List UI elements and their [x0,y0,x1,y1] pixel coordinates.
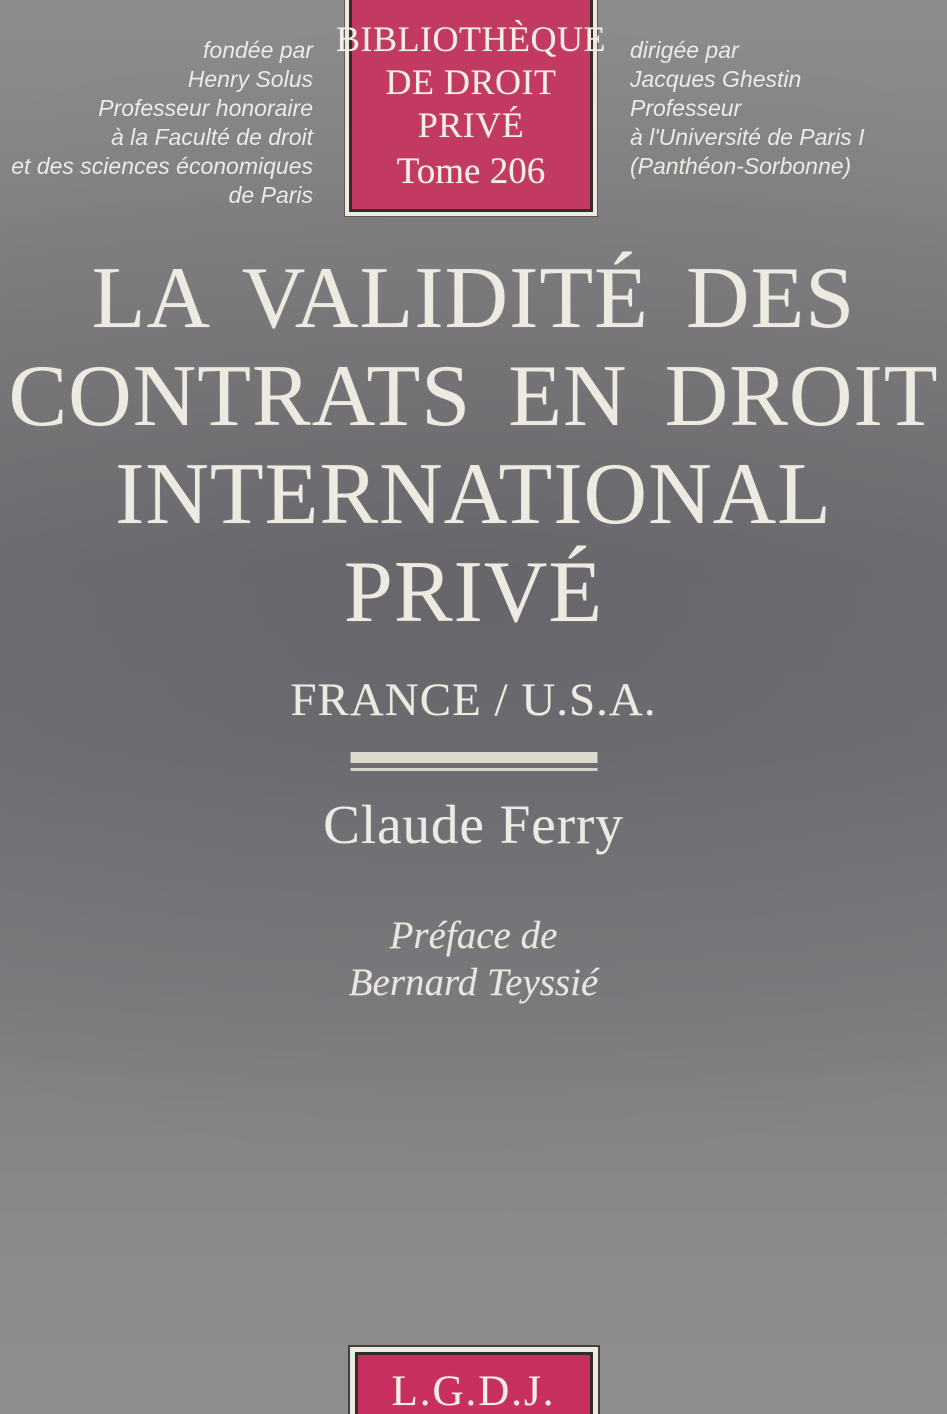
founder-credit-line: fondée par [203,37,313,63]
founder-credit-line: de Paris [228,182,313,208]
book-title-line-1: LA VALIDITÉ DES [91,250,856,347]
preface-author: Bernard Teyssié [348,961,599,1004]
divider-rule [350,752,597,771]
book-title [0,250,947,642]
divider-thick-bar [350,752,597,763]
book-title-line-2: CONTRATS EN DROIT [8,348,939,445]
series-title-line-1: BIBLIOTHÈQUE [336,19,606,59]
book-title-line-4: PRIVÉ [343,544,604,641]
publisher-box [355,1352,593,1414]
founder-credit-line: et des sciences économiques [11,153,313,179]
subtitle: FRANCE / U.S.A. [290,674,657,726]
series-tome-number: Tome 206 [396,151,546,192]
director-credit-line: à l'Université de Paris I [630,124,865,150]
preface-credit [0,912,947,1006]
director-credit [630,36,864,181]
founder-credit-line: à la Faculté de droit [110,124,313,150]
publisher-name: L.G.D.J. [391,1368,556,1414]
director-credit-line: Professeur [630,95,742,121]
series-title-line-2: DE DROIT [385,62,557,102]
founder-credit [11,36,313,210]
series-title-line-3: PRIVÉ [417,105,525,145]
series-box [336,0,606,212]
preface-label: Préface de [389,914,558,957]
book-title-line-3: INTERNATIONAL [115,446,832,543]
director-credit-line: Jacques Ghestin [630,66,802,92]
divider-thin-rule [350,768,597,771]
founder-credit-line: Professeur honoraire [98,95,313,121]
director-credit-line: dirigée par [630,37,739,63]
founder-credit-line: Henry Solus [187,66,313,92]
author-name: Claude Ferry [323,794,624,855]
director-credit-line: (Panthéon-Sorbonne) [630,153,852,179]
